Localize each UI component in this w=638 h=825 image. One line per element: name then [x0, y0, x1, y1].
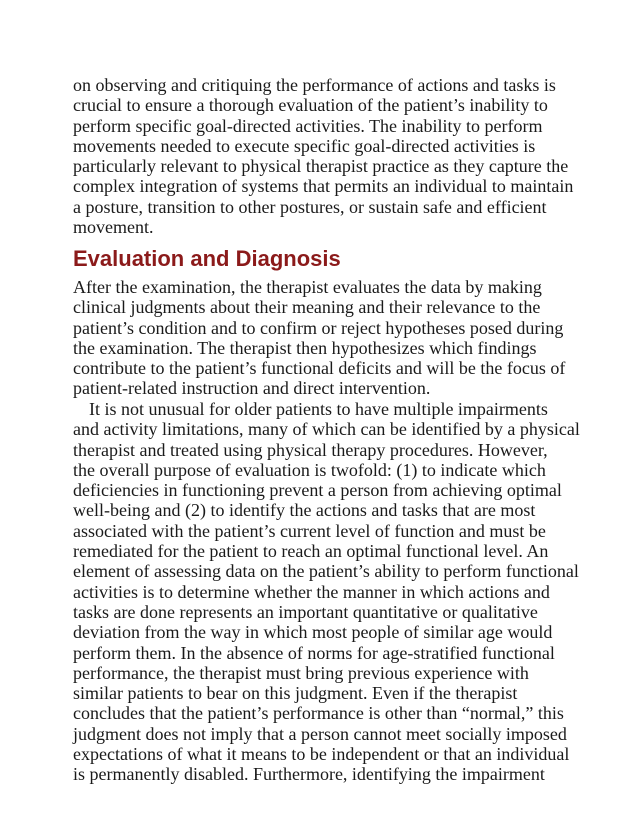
text-line: crucial to ensure a thorough evaluation of the patient’s inability to [73, 95, 548, 116]
text-line: the overall purpose of evaluation is twofold: (1) to indicate which [73, 459, 546, 480]
text-line: clinical judgments about their meaning and their relevance to the [73, 297, 541, 318]
text-line: movements needed to execute specific goal-directed activities is [73, 135, 536, 156]
text-line: associated with the patient’s current level of function and must be [73, 520, 546, 541]
text-line: on observing and critiquing the performance of actions and tasks is [73, 75, 556, 95]
text-line: is permanently disabled. Furthermore, identifying the impairment [73, 764, 545, 785]
text-line: patient-related instruction and direct intervention. [73, 378, 431, 399]
text-line: patient’s condition and to confirm or reject hypotheses posed during [73, 317, 564, 338]
text-line: the examination. The therapist then hypothesizes which findings [73, 337, 537, 358]
text-line: remediated for the patient to reach an optimal functional level. An [73, 541, 549, 562]
text-line: concludes that the patient’s performance is other than “normal,” this [73, 703, 564, 724]
text-line: well-being and (2) to identify the actions and tasks that are most [73, 500, 536, 521]
text-line: particularly relevant to physical therapist practice as they capture the [73, 156, 569, 177]
text-line: expectations of what it means to be independent or that an individual [73, 744, 570, 765]
text-line: It is not unusual for older patients to have multiple impairments [89, 399, 548, 419]
text-line: tasks are done represents an important quantitative or qualitative [73, 601, 538, 622]
text-line: deficiencies in functioning prevent a person from achieving optimal [73, 480, 562, 501]
section-heading: Evaluation and Diagnosis [73, 246, 341, 271]
text-line: a posture, transition to other postures, or sustain safe and efficient [73, 196, 547, 217]
text-line: movement. [73, 217, 154, 238]
text-line: deviation from the way in which most people of similar age would [73, 622, 553, 643]
evaluation-paragraph-1 [73, 277, 573, 399]
evaluation-paragraph-2 [73, 399, 580, 785]
intro-paragraph [73, 75, 573, 237]
text-line: complex integration of systems that permits an individual to maintain [73, 176, 574, 197]
text-line: After the examination, the therapist evaluates the data by making [73, 277, 542, 297]
text-line: judgment does not imply that a person cannot meet socially imposed [73, 723, 567, 744]
text-line: performance, the therapist must bring previous experience with [73, 662, 529, 683]
text-line: perform them. In the absence of norms for age-stratified functional [73, 642, 555, 663]
text-line: similar patients to bear on this judgment. Even if the therapist [73, 683, 518, 704]
text-line: contribute to the patient’s functional deficits and will be the focus of [73, 358, 566, 379]
text-line: perform specific goal-directed activities. The inability to perform [73, 115, 543, 136]
text-line: therapist and treated using physical therapy procedures. However, [73, 439, 548, 460]
text-line: activities is to determine whether the manner in which actions and [73, 581, 550, 602]
text-line: element of assessing data on the patient’s ability to perform functional [73, 561, 579, 582]
text-line: and activity limitations, many of which can be identified by a physical [73, 419, 580, 440]
